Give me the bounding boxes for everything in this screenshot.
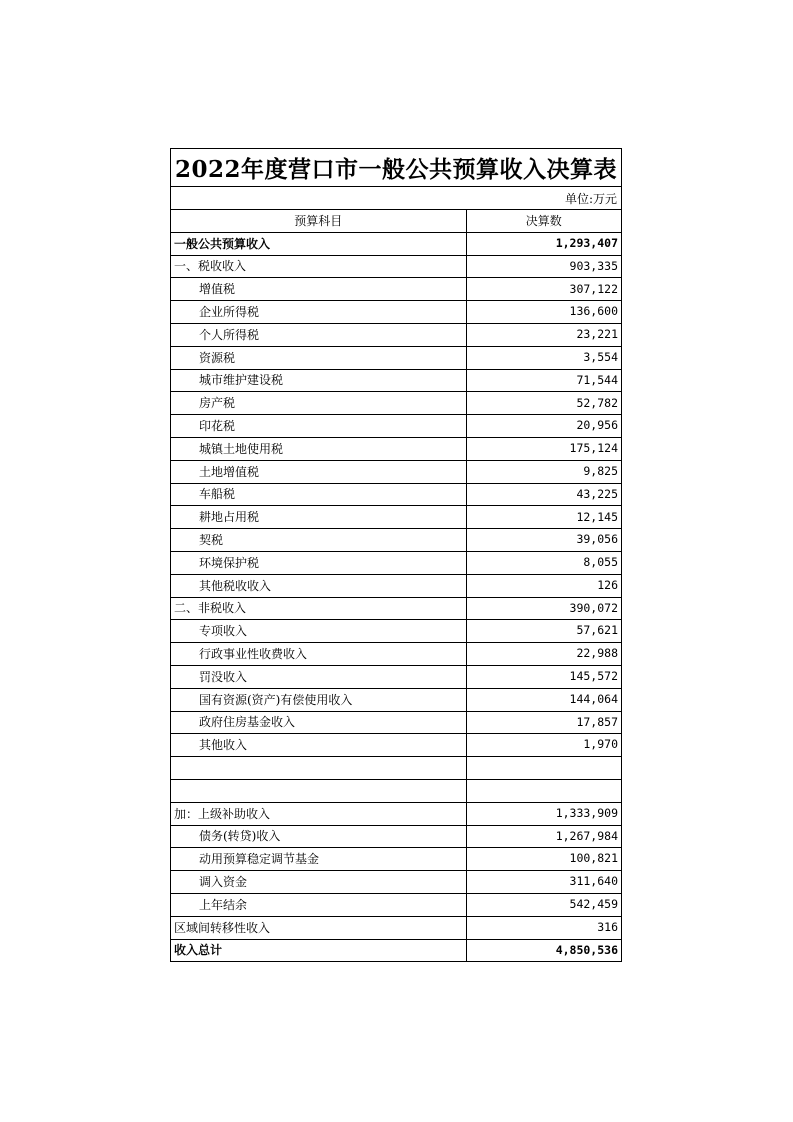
row-item-name: 其他税收收入 [171, 574, 466, 597]
table-row [171, 529, 621, 552]
row-item-name [171, 779, 466, 802]
row-item-name: 政府住房基金收入 [171, 711, 466, 734]
row-item-name: 其他收入 [171, 734, 466, 757]
table-row [171, 711, 621, 734]
row-item-name: 一般公共预算收入 [171, 232, 466, 255]
row-item-value: 316 [466, 916, 621, 939]
table-row [171, 757, 621, 780]
row-item-value: 175,124 [466, 437, 621, 460]
row-item-name: 债务(转贷)收入 [171, 825, 466, 848]
table-row [171, 848, 621, 871]
budget-table-document [170, 148, 622, 962]
row-item-name: 资源税 [171, 346, 466, 369]
budget-table [171, 210, 621, 961]
table-row [171, 551, 621, 574]
row-item-value: 1,293,407 [466, 232, 621, 255]
table-row [171, 802, 621, 825]
table-row [171, 574, 621, 597]
row-item-name: 罚没收入 [171, 665, 466, 688]
row-item-name: 增值税 [171, 278, 466, 301]
row-item-name: 耕地占用税 [171, 506, 466, 529]
row-item-name: 车船税 [171, 483, 466, 506]
row-item-value: 20,956 [466, 415, 621, 438]
row-item-name: 加：上级补助收入 [171, 802, 466, 825]
row-item-name: 房产税 [171, 392, 466, 415]
row-item-value: 1,267,984 [466, 825, 621, 848]
row-item-name: 行政事业性收费收入 [171, 643, 466, 666]
row-item-value [466, 779, 621, 802]
row-item-value: 52,782 [466, 392, 621, 415]
table-row [171, 506, 621, 529]
row-item-value: 8,055 [466, 551, 621, 574]
row-item-value: 23,221 [466, 323, 621, 346]
table-header-row [171, 210, 621, 232]
row-item-value: 145,572 [466, 665, 621, 688]
table-row [171, 939, 621, 961]
table-row [171, 483, 621, 506]
table-row [171, 916, 621, 939]
row-item-value: 4,850,536 [555, 942, 618, 957]
row-item-value: 57,621 [466, 620, 621, 643]
row-item-name: 个人所得税 [171, 323, 466, 346]
header-budget-item: 预算科目 [171, 210, 466, 232]
table-row [171, 323, 621, 346]
row-item-name: 印花税 [171, 415, 466, 438]
header-final-amount: 决算数 [466, 210, 621, 232]
table-row [171, 437, 621, 460]
table-row [171, 893, 621, 916]
table-row [171, 392, 621, 415]
table-row [171, 871, 621, 894]
table-row [171, 665, 621, 688]
row-item-value: 390,072 [466, 597, 621, 620]
row-item-name: 契税 [171, 529, 466, 552]
row-item-name: 专项收入 [171, 620, 466, 643]
table-row [171, 597, 621, 620]
row-item-value: 1,333,909 [466, 802, 621, 825]
row-item-name: 调入资金 [171, 871, 466, 894]
row-item-value: 311,640 [466, 871, 621, 894]
table-row [171, 255, 621, 278]
row-item-name: 上年结余 [171, 893, 466, 916]
table-row [171, 301, 621, 324]
table-row [171, 369, 621, 392]
row-item-value: 9,825 [466, 460, 621, 483]
table-row [171, 278, 621, 301]
row-item-value: 1,970 [466, 734, 621, 757]
row-item-value: 542,459 [466, 893, 621, 916]
row-item-name [171, 757, 466, 780]
row-item-value: 71,544 [466, 369, 621, 392]
row-item-value: 136,600 [466, 301, 621, 324]
table-row [171, 688, 621, 711]
row-item-value: 12,145 [466, 506, 621, 529]
table-row [171, 825, 621, 848]
row-item-name: 城市维护建设税 [171, 369, 466, 392]
table-row [171, 643, 621, 666]
row-item-value: 17,857 [466, 711, 621, 734]
row-item-value: 22,988 [466, 643, 621, 666]
row-item-name: 动用预算稳定调节基金 [171, 848, 466, 871]
row-item-name: 收入总计 [171, 939, 466, 961]
table-row [171, 415, 621, 438]
row-item-value: 307,122 [466, 278, 621, 301]
table-row [171, 620, 621, 643]
row-item-name: 一、税收收入 [171, 255, 466, 278]
row-item-value: 144,064 [466, 688, 621, 711]
table-body [171, 232, 621, 961]
row-item-name: 区域间转移性收入 [171, 916, 466, 939]
row-item-value: 3,554 [466, 346, 621, 369]
table-row [171, 779, 621, 802]
row-item-value: 39,056 [466, 529, 621, 552]
row-item-name: 土地增值税 [171, 460, 466, 483]
table-row [171, 460, 621, 483]
row-item-name: 国有资源(资产)有偿使用收入 [171, 688, 466, 711]
row-item-value: 100,821 [466, 848, 621, 871]
table-row [171, 232, 621, 255]
row-item-value: 126 [466, 574, 621, 597]
table-row [171, 346, 621, 369]
row-item-name: 城镇土地使用税 [171, 437, 466, 460]
row-item-value [466, 757, 621, 780]
row-item-name: 二、非税收入 [171, 597, 466, 620]
row-item-value: 903,335 [466, 255, 621, 278]
row-item-name: 环境保护税 [171, 551, 466, 574]
page-title: 2022年度营口市一般公共预算收入决算表 [171, 149, 621, 187]
row-item-value: 43,225 [466, 483, 621, 506]
row-item-name: 企业所得税 [171, 301, 466, 324]
table-row [171, 734, 621, 757]
unit-label: 单位:万元 [171, 187, 621, 210]
